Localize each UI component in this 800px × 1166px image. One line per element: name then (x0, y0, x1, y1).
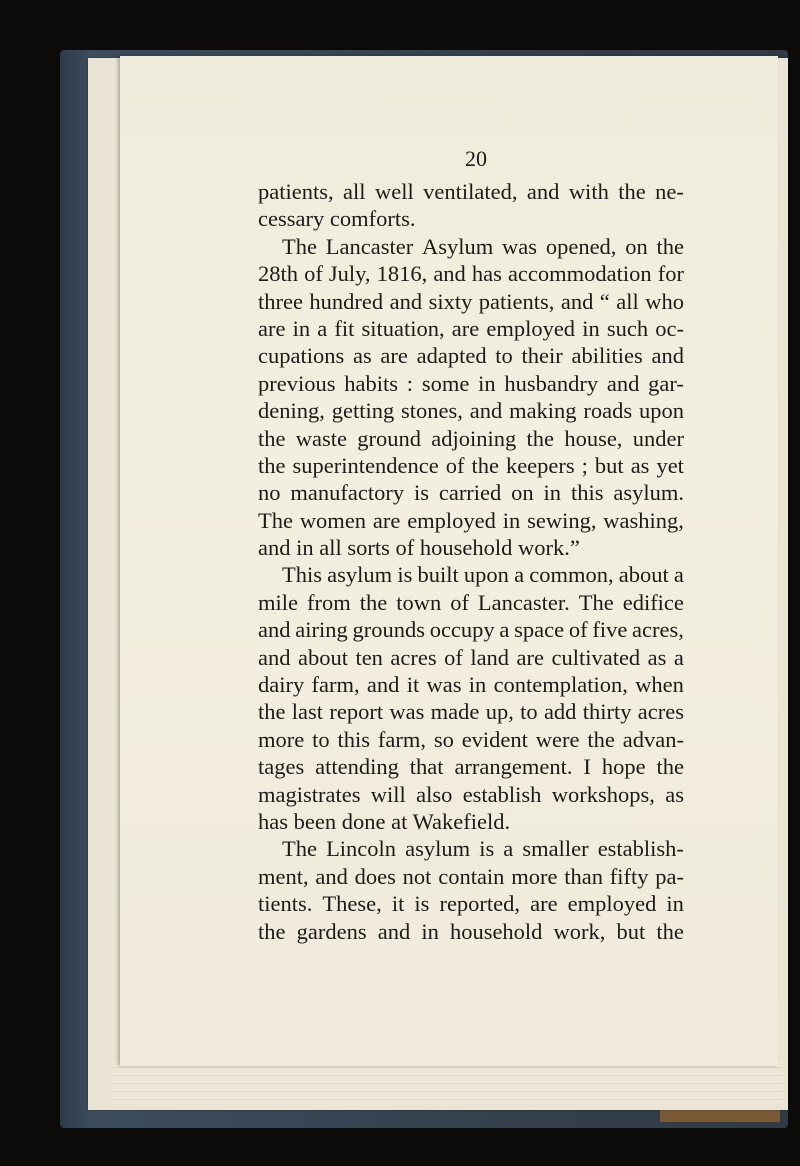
text-line: no manufactory is carried on in this asylum. (258, 480, 684, 506)
text-line: more to this farm, so evident were the advan- (258, 726, 684, 752)
text-line: The Lincoln asylum is a smaller establish- (282, 836, 684, 862)
text-line: three hundred and sixty patients, and “ all who (258, 288, 684, 314)
text-line: 28th of July, 1816, and has accommodation for (258, 261, 684, 287)
text-line: and in all sorts of household work.” (258, 535, 580, 561)
text-line: cessary comforts. (258, 206, 416, 232)
text-line: This asylum is built upon a common, about a (282, 562, 684, 588)
page-number: 20 (465, 146, 487, 171)
text-line: has been done at Wakefield. (258, 808, 511, 834)
text-line: magistrates will also establish workshops, as (258, 781, 684, 807)
text-line: tages attending that arrangement. I hope the (258, 754, 684, 780)
text-line: The women are employed in sewing, washing, (258, 507, 684, 533)
text-line: and about ten acres of land are cultivated as a (258, 644, 684, 670)
text-line: dening, getting stones, and making roads upon (258, 398, 684, 424)
text-line: the waste ground adjoining the house, under (258, 425, 684, 451)
text-line: cupations as are adapted to their abilities and (258, 343, 684, 369)
text-line: previous habits : some in husbandry and gar- (258, 370, 684, 396)
text-line: the superintendence of the keepers ; but as yet (258, 452, 684, 478)
text-line: the gardens and in household work, but the (258, 918, 684, 944)
text-line: tients. These, it is reported, are employed in (258, 891, 684, 917)
text-line: The Lancaster Asylum was opened, on the (282, 233, 684, 259)
text-line: and airing grounds occupy a space of five acres, (258, 617, 684, 643)
text-line: dairy farm, and it was in contemplation, when (258, 672, 684, 698)
text-line: patients, all well ventilated, and with the ne- (258, 179, 684, 204)
text-line: are in a fit situation, are employed in such oc- (258, 315, 684, 341)
text-line: mile from the town of Lancaster. The edifice (258, 589, 684, 615)
body-text (258, 178, 684, 945)
page-edges (110, 1060, 782, 1104)
text-line: the last report was made up, to add thirty acres (258, 699, 684, 725)
text-line: ment, and does not contain more than fifty pa- (258, 863, 684, 889)
